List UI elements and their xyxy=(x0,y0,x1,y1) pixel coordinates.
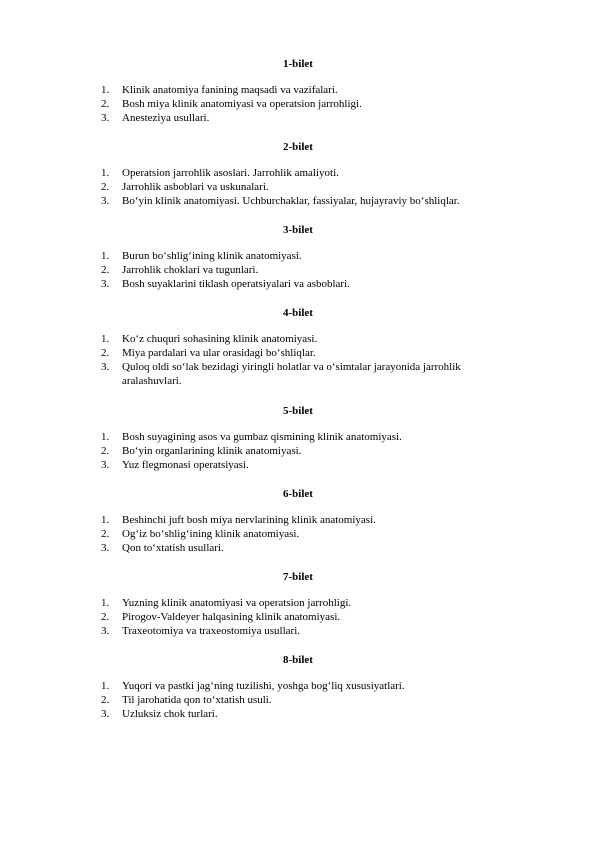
ticket-title: 3-bilet xyxy=(283,224,313,236)
question-list xyxy=(0,83,596,125)
question-text: Traxeotomiya va traxeostomiya usullari. xyxy=(122,625,301,637)
question-text: Og‘iz bo‘shlig‘ining klinik anatomiyasi. xyxy=(122,528,300,540)
ticket-title: 6-bilet xyxy=(283,488,313,500)
question-text: Beshinchi juft bosh miya nervlarining klinik anatomiyasi. xyxy=(122,514,376,526)
question-number: 3. xyxy=(101,708,110,720)
question-list xyxy=(0,249,596,291)
question-list xyxy=(0,679,596,721)
question-number: 3. xyxy=(101,459,110,471)
ticket-title: 4-bilet xyxy=(283,307,313,319)
question-number: 1. xyxy=(101,431,110,443)
question-text: Operatsion jarrohlik asoslari. Jarrohlik amaliyoti. xyxy=(122,167,339,179)
question-text: Bo‘yin klinik anatomiyasi. Uchburchaklar, fassiyalar, hujayraviy bo‘shliqlar. xyxy=(122,195,460,207)
ticket-title: 1-bilet xyxy=(283,58,313,70)
question-text: Jarrohlik asboblari va uskunalari. xyxy=(122,181,269,193)
question-item xyxy=(0,513,502,527)
question-item xyxy=(0,541,502,555)
question-item xyxy=(0,346,502,360)
question-item xyxy=(0,596,502,610)
question-item xyxy=(0,194,502,208)
question-number: 1. xyxy=(101,250,110,262)
question-text: Yuzning klinik anatomiyasi va operatsion jarrohligi. xyxy=(122,597,352,609)
question-text: Miya pardalari va ular orasidagi bo‘shliqlar. xyxy=(122,347,316,359)
question-text: Pirogov-Valdeyer halqasining klinik anatomiyasi. xyxy=(122,611,341,623)
question-item xyxy=(0,624,502,638)
question-number: 3. xyxy=(101,361,110,373)
question-number: 1. xyxy=(101,167,110,179)
question-text: Til jarohatida qon to‘xtatish usuli. xyxy=(122,694,272,706)
question-text: Burun bo‘shlig‘ining klinik anatomiyasi. xyxy=(122,250,302,262)
question-list xyxy=(0,430,596,472)
question-text: Bosh miya klinik anatomiyasi va operatsion jarrohligi. xyxy=(122,98,362,110)
question-text: Yuqori va pastki jag‘ning tuzilishi, yoshga bog‘liq xususiyatlari. xyxy=(122,680,405,692)
ticket-title: 7-bilet xyxy=(283,571,313,583)
question-number: 2. xyxy=(101,528,110,540)
question-item xyxy=(0,430,502,444)
question-item xyxy=(0,263,502,277)
question-item xyxy=(0,444,502,458)
question-item xyxy=(0,679,502,693)
question-text: Anesteziya usullari. xyxy=(122,112,210,124)
question-text: Bosh suyagining asos va gumbaz qismining klinik anatomiyasi. xyxy=(122,431,402,443)
ticket-title: 8-bilet xyxy=(283,654,313,666)
question-number: 3. xyxy=(101,542,110,554)
question-item xyxy=(0,693,502,707)
question-text: Quloq oldi so‘lak bezidagi yiringli holatlar va o‘simtalar jarayonida jarrohlik aralashuvlari. xyxy=(122,361,461,387)
question-text: Yuz flegmonasi operatsiyasi. xyxy=(122,459,249,471)
question-item xyxy=(0,180,502,194)
question-text: Uzluksiz chok turlari. xyxy=(122,708,218,720)
question-item xyxy=(0,360,502,388)
question-number: 2. xyxy=(101,611,110,623)
question-number: 3. xyxy=(101,112,110,124)
question-list xyxy=(0,513,596,555)
question-list xyxy=(0,166,596,208)
question-number: 2. xyxy=(101,181,110,193)
question-number: 1. xyxy=(101,514,110,526)
question-list xyxy=(0,596,596,638)
question-item xyxy=(0,527,502,541)
question-number: 2. xyxy=(101,445,110,457)
question-item xyxy=(0,97,502,111)
question-number: 2. xyxy=(101,347,110,359)
question-number: 2. xyxy=(101,264,110,276)
question-number: 3. xyxy=(101,278,110,290)
question-item xyxy=(0,83,502,97)
question-number: 3. xyxy=(101,625,110,637)
question-number: 1. xyxy=(101,333,110,345)
question-number: 1. xyxy=(101,84,110,96)
question-item xyxy=(0,249,502,263)
question-number: 1. xyxy=(101,680,110,692)
question-number: 1. xyxy=(101,597,110,609)
question-text: Klinik anatomiya fanining maqsadi va vazifalari. xyxy=(122,84,338,96)
question-text: Ko‘z chuquri sohasining klinik anatomiyasi. xyxy=(122,333,318,345)
question-number: 2. xyxy=(101,694,110,706)
question-text: Bo‘yin organlarining klinik anatomiyasi. xyxy=(122,445,302,457)
question-text: Bosh suyaklarini tiklash operatsiyalari va asboblari. xyxy=(122,278,350,290)
question-item xyxy=(0,111,502,125)
question-item xyxy=(0,707,502,721)
question-item xyxy=(0,458,502,472)
ticket-title: 2-bilet xyxy=(283,141,313,153)
question-list xyxy=(0,332,596,388)
question-item xyxy=(0,166,502,180)
question-item xyxy=(0,332,502,346)
question-text: Jarrohlik choklari va tugunlari. xyxy=(122,264,259,276)
question-item xyxy=(0,277,502,291)
question-number: 3. xyxy=(101,195,110,207)
question-text: Qon to‘xtatish usullari. xyxy=(122,542,224,554)
ticket-title: 5-bilet xyxy=(283,405,313,417)
question-number: 2. xyxy=(101,98,110,110)
question-item xyxy=(0,610,502,624)
